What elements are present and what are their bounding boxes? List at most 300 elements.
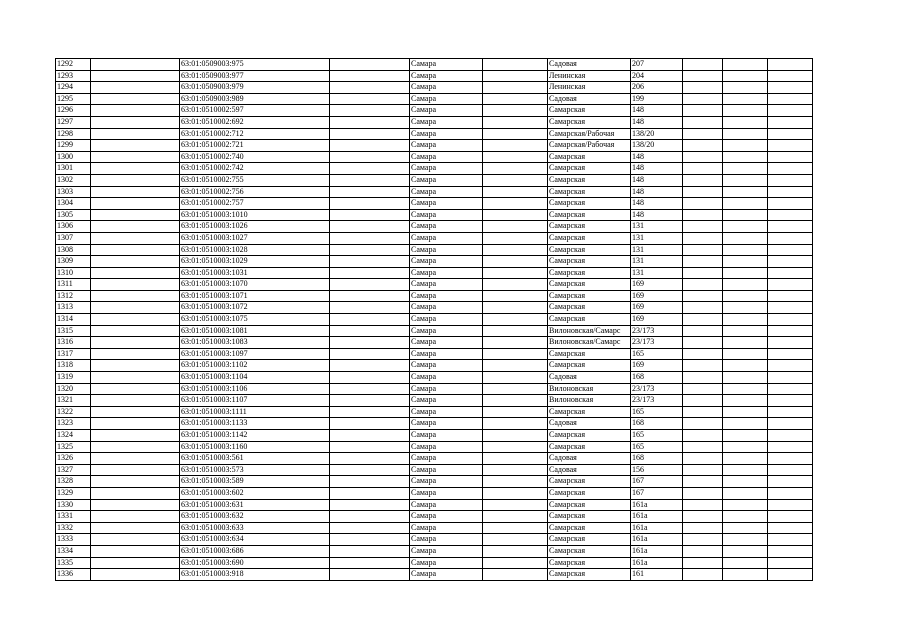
empty-cell bbox=[91, 128, 180, 140]
row-number-cell: 1310 bbox=[56, 267, 91, 279]
empty-cell bbox=[91, 105, 180, 117]
empty-cell bbox=[330, 140, 410, 152]
row-number-cell: 1318 bbox=[56, 360, 91, 372]
cadastral-number-cell: 63:01:0510003:573 bbox=[180, 464, 330, 476]
empty-cell bbox=[768, 464, 813, 476]
city-cell: Самара bbox=[410, 430, 483, 442]
city-cell: Самара bbox=[410, 487, 483, 499]
empty-cell bbox=[768, 395, 813, 407]
house-number-cell: 148 bbox=[631, 174, 683, 186]
table-row bbox=[56, 453, 813, 465]
row-number-cell: 1296 bbox=[56, 105, 91, 117]
empty-cell bbox=[483, 279, 548, 291]
empty-cell bbox=[330, 464, 410, 476]
house-number-cell: 23/173 bbox=[631, 325, 683, 337]
city-cell: Самара bbox=[410, 116, 483, 128]
empty-cell bbox=[91, 116, 180, 128]
empty-cell bbox=[91, 93, 180, 105]
empty-cell bbox=[330, 198, 410, 210]
cadastral-number-cell: 63:01:0510003:1133 bbox=[180, 418, 330, 430]
row-number-cell: 1309 bbox=[56, 256, 91, 268]
city-cell: Самара bbox=[410, 244, 483, 256]
empty-cell bbox=[330, 569, 410, 581]
empty-cell bbox=[723, 186, 768, 198]
empty-cell bbox=[683, 453, 723, 465]
cadastral-number-cell: 63:01:0510003:1160 bbox=[180, 441, 330, 453]
cadastral-number-cell: 63:01:0510002:742 bbox=[180, 163, 330, 175]
empty-cell bbox=[483, 545, 548, 557]
cadastral-number-cell: 63:01:0510003:1104 bbox=[180, 372, 330, 384]
empty-cell bbox=[91, 244, 180, 256]
empty-cell bbox=[91, 209, 180, 221]
house-number-cell: 167 bbox=[631, 487, 683, 499]
street-cell: Самарская bbox=[548, 105, 631, 117]
street-cell: Самарская bbox=[548, 360, 631, 372]
empty-cell bbox=[723, 534, 768, 546]
row-number-cell: 1301 bbox=[56, 163, 91, 175]
house-number-cell: 165 bbox=[631, 406, 683, 418]
empty-cell bbox=[91, 464, 180, 476]
empty-cell bbox=[723, 163, 768, 175]
empty-cell bbox=[483, 430, 548, 442]
row-number-cell: 1321 bbox=[56, 395, 91, 407]
table-row bbox=[56, 395, 813, 407]
row-number-cell: 1299 bbox=[56, 140, 91, 152]
empty-cell bbox=[723, 453, 768, 465]
empty-cell bbox=[91, 569, 180, 581]
empty-cell bbox=[91, 557, 180, 569]
empty-cell bbox=[723, 174, 768, 186]
empty-cell bbox=[483, 534, 548, 546]
cadastral-number-cell: 63:01:0510003:633 bbox=[180, 522, 330, 534]
table-row bbox=[56, 244, 813, 256]
city-cell: Самара bbox=[410, 406, 483, 418]
city-cell: Самара bbox=[410, 232, 483, 244]
empty-cell bbox=[723, 59, 768, 71]
cadastral-number-cell: 63:01:0510003:918 bbox=[180, 569, 330, 581]
street-cell: Самарская bbox=[548, 186, 631, 198]
table-row bbox=[56, 372, 813, 384]
empty-cell bbox=[483, 128, 548, 140]
row-number-cell: 1302 bbox=[56, 174, 91, 186]
street-cell: Самарская bbox=[548, 476, 631, 488]
table-row bbox=[56, 325, 813, 337]
empty-cell bbox=[768, 476, 813, 488]
empty-cell bbox=[483, 441, 548, 453]
house-number-cell: 131 bbox=[631, 267, 683, 279]
city-cell: Самара bbox=[410, 418, 483, 430]
empty-cell bbox=[723, 209, 768, 221]
empty-cell bbox=[768, 348, 813, 360]
row-number-cell: 1336 bbox=[56, 569, 91, 581]
empty-cell bbox=[683, 557, 723, 569]
empty-cell bbox=[723, 82, 768, 94]
house-number-cell: 148 bbox=[631, 198, 683, 210]
city-cell: Самара bbox=[410, 151, 483, 163]
empty-cell bbox=[91, 487, 180, 499]
street-cell: Самарская bbox=[548, 499, 631, 511]
empty-cell bbox=[683, 348, 723, 360]
empty-cell bbox=[683, 441, 723, 453]
city-cell: Самара bbox=[410, 476, 483, 488]
row-number-cell: 1313 bbox=[56, 302, 91, 314]
table-row bbox=[56, 545, 813, 557]
empty-cell bbox=[483, 221, 548, 233]
table-row bbox=[56, 314, 813, 326]
empty-cell bbox=[330, 82, 410, 94]
empty-cell bbox=[683, 290, 723, 302]
empty-cell bbox=[723, 232, 768, 244]
house-number-cell: 169 bbox=[631, 279, 683, 291]
city-cell: Самара bbox=[410, 499, 483, 511]
street-cell: Самарская bbox=[548, 151, 631, 163]
house-number-cell: 165 bbox=[631, 430, 683, 442]
document-sheet bbox=[55, 58, 813, 581]
cadastral-number-cell: 63:01:0510003:1028 bbox=[180, 244, 330, 256]
empty-cell bbox=[483, 314, 548, 326]
table-row bbox=[56, 290, 813, 302]
table-row bbox=[56, 487, 813, 499]
empty-cell bbox=[723, 140, 768, 152]
empty-cell bbox=[91, 545, 180, 557]
city-cell: Самара bbox=[410, 453, 483, 465]
empty-cell bbox=[723, 70, 768, 82]
empty-cell bbox=[768, 383, 813, 395]
empty-cell bbox=[683, 174, 723, 186]
house-number-cell: 161а bbox=[631, 499, 683, 511]
city-cell: Самара bbox=[410, 441, 483, 453]
empty-cell bbox=[91, 430, 180, 442]
empty-cell bbox=[723, 360, 768, 372]
city-cell: Самара bbox=[410, 70, 483, 82]
empty-cell bbox=[330, 209, 410, 221]
empty-cell bbox=[91, 372, 180, 384]
empty-cell bbox=[723, 256, 768, 268]
empty-cell bbox=[91, 70, 180, 82]
empty-cell bbox=[330, 534, 410, 546]
empty-cell bbox=[683, 279, 723, 291]
street-cell: Самарская bbox=[548, 232, 631, 244]
empty-cell bbox=[768, 372, 813, 384]
city-cell: Самара bbox=[410, 314, 483, 326]
street-cell: Самарская bbox=[548, 487, 631, 499]
city-cell: Самара bbox=[410, 279, 483, 291]
cadastral-number-cell: 63:01:0510003:634 bbox=[180, 534, 330, 546]
empty-cell bbox=[330, 337, 410, 349]
empty-cell bbox=[91, 256, 180, 268]
street-cell: Самарская bbox=[548, 348, 631, 360]
house-number-cell: 131 bbox=[631, 244, 683, 256]
empty-cell bbox=[483, 499, 548, 511]
table-row bbox=[56, 383, 813, 395]
city-cell: Самара bbox=[410, 163, 483, 175]
empty-cell bbox=[91, 59, 180, 71]
table-row bbox=[56, 406, 813, 418]
table-row bbox=[56, 140, 813, 152]
empty-cell bbox=[683, 59, 723, 71]
table-row bbox=[56, 256, 813, 268]
empty-cell bbox=[768, 545, 813, 557]
cadastral-number-cell: 63:01:0510002:755 bbox=[180, 174, 330, 186]
cadastral-number-cell: 63:01:0510003:632 bbox=[180, 511, 330, 523]
street-cell: Самарская bbox=[548, 522, 631, 534]
empty-cell bbox=[330, 221, 410, 233]
street-cell: Самарская bbox=[548, 569, 631, 581]
empty-cell bbox=[768, 186, 813, 198]
street-cell: Самарская bbox=[548, 209, 631, 221]
empty-cell bbox=[723, 464, 768, 476]
empty-cell bbox=[483, 360, 548, 372]
city-cell: Самара bbox=[410, 105, 483, 117]
empty-cell bbox=[91, 522, 180, 534]
empty-cell bbox=[91, 534, 180, 546]
empty-cell bbox=[91, 232, 180, 244]
empty-cell bbox=[683, 232, 723, 244]
empty-cell bbox=[723, 302, 768, 314]
empty-cell bbox=[91, 406, 180, 418]
empty-cell bbox=[330, 151, 410, 163]
empty-cell bbox=[91, 395, 180, 407]
street-cell: Садовая bbox=[548, 372, 631, 384]
city-cell: Самара bbox=[410, 256, 483, 268]
empty-cell bbox=[683, 395, 723, 407]
empty-cell bbox=[768, 128, 813, 140]
empty-cell bbox=[330, 557, 410, 569]
street-cell: Самарская bbox=[548, 163, 631, 175]
empty-cell bbox=[683, 464, 723, 476]
house-number-cell: 148 bbox=[631, 186, 683, 198]
street-cell: Самарская/Рабочая bbox=[548, 128, 631, 140]
table-row bbox=[56, 511, 813, 523]
city-cell: Самара bbox=[410, 534, 483, 546]
empty-cell bbox=[483, 569, 548, 581]
empty-cell bbox=[330, 348, 410, 360]
empty-cell bbox=[683, 325, 723, 337]
table-row bbox=[56, 569, 813, 581]
cadastral-number-cell: 63:01:0510003:1010 bbox=[180, 209, 330, 221]
empty-cell bbox=[91, 151, 180, 163]
empty-cell bbox=[483, 557, 548, 569]
empty-cell bbox=[768, 487, 813, 499]
empty-cell bbox=[330, 418, 410, 430]
house-number-cell: 131 bbox=[631, 256, 683, 268]
empty-cell bbox=[483, 256, 548, 268]
table-row bbox=[56, 82, 813, 94]
empty-cell bbox=[483, 82, 548, 94]
house-number-cell: 204 bbox=[631, 70, 683, 82]
empty-cell bbox=[683, 116, 723, 128]
house-number-cell: 169 bbox=[631, 290, 683, 302]
table-row bbox=[56, 151, 813, 163]
table-row bbox=[56, 105, 813, 117]
empty-cell bbox=[723, 314, 768, 326]
empty-cell bbox=[723, 511, 768, 523]
house-number-cell: 161а bbox=[631, 557, 683, 569]
empty-cell bbox=[683, 302, 723, 314]
table-row bbox=[56, 464, 813, 476]
empty-cell bbox=[683, 430, 723, 442]
empty-cell bbox=[330, 372, 410, 384]
table-row bbox=[56, 128, 813, 140]
table-row bbox=[56, 557, 813, 569]
empty-cell bbox=[330, 360, 410, 372]
empty-cell bbox=[723, 557, 768, 569]
city-cell: Самара bbox=[410, 383, 483, 395]
empty-cell bbox=[91, 174, 180, 186]
empty-cell bbox=[768, 290, 813, 302]
empty-cell bbox=[768, 279, 813, 291]
empty-cell bbox=[91, 337, 180, 349]
row-number-cell: 1312 bbox=[56, 290, 91, 302]
table-row bbox=[56, 221, 813, 233]
empty-cell bbox=[768, 151, 813, 163]
empty-cell bbox=[330, 441, 410, 453]
empty-cell bbox=[483, 290, 548, 302]
cadastral-number-cell: 63:01:0510003:1070 bbox=[180, 279, 330, 291]
table-row bbox=[56, 198, 813, 210]
table-row bbox=[56, 186, 813, 198]
empty-cell bbox=[91, 314, 180, 326]
empty-cell bbox=[723, 151, 768, 163]
empty-cell bbox=[768, 360, 813, 372]
row-number-cell: 1298 bbox=[56, 128, 91, 140]
empty-cell bbox=[683, 105, 723, 117]
empty-cell bbox=[768, 441, 813, 453]
cadastral-number-cell: 63:01:0510002:756 bbox=[180, 186, 330, 198]
house-number-cell: 148 bbox=[631, 163, 683, 175]
empty-cell bbox=[723, 279, 768, 291]
city-cell: Самара bbox=[410, 221, 483, 233]
city-cell: Самара bbox=[410, 557, 483, 569]
city-cell: Самара bbox=[410, 140, 483, 152]
street-cell: Самарская bbox=[548, 198, 631, 210]
row-number-cell: 1317 bbox=[56, 348, 91, 360]
empty-cell bbox=[483, 59, 548, 71]
cadastral-number-cell: 63:01:0509003:977 bbox=[180, 70, 330, 82]
street-cell: Самарская bbox=[548, 545, 631, 557]
empty-cell bbox=[723, 395, 768, 407]
empty-cell bbox=[483, 140, 548, 152]
cadastral-number-cell: 63:01:0510003:631 bbox=[180, 499, 330, 511]
empty-cell bbox=[483, 232, 548, 244]
street-cell: Самарская bbox=[548, 302, 631, 314]
city-cell: Самара bbox=[410, 348, 483, 360]
row-number-cell: 1324 bbox=[56, 430, 91, 442]
empty-cell bbox=[330, 128, 410, 140]
house-number-cell: 161а bbox=[631, 534, 683, 546]
empty-cell bbox=[330, 232, 410, 244]
row-number-cell: 1305 bbox=[56, 209, 91, 221]
empty-cell bbox=[723, 105, 768, 117]
house-number-cell: 131 bbox=[631, 232, 683, 244]
street-cell: Самарская bbox=[548, 256, 631, 268]
empty-cell bbox=[683, 267, 723, 279]
house-number-cell: 167 bbox=[631, 476, 683, 488]
house-number-cell: 138/20 bbox=[631, 140, 683, 152]
empty-cell bbox=[683, 360, 723, 372]
house-number-cell: 161а bbox=[631, 522, 683, 534]
empty-cell bbox=[91, 453, 180, 465]
cadastral-number-cell: 63:01:0510003:1142 bbox=[180, 430, 330, 442]
empty-cell bbox=[768, 116, 813, 128]
empty-cell bbox=[768, 198, 813, 210]
street-cell: Садовая bbox=[548, 453, 631, 465]
house-number-cell: 148 bbox=[631, 151, 683, 163]
empty-cell bbox=[330, 186, 410, 198]
empty-cell bbox=[768, 430, 813, 442]
cadastral-number-cell: 63:01:0510002:692 bbox=[180, 116, 330, 128]
empty-cell bbox=[768, 534, 813, 546]
empty-cell bbox=[91, 186, 180, 198]
row-number-cell: 1331 bbox=[56, 511, 91, 523]
empty-cell bbox=[768, 221, 813, 233]
empty-cell bbox=[330, 163, 410, 175]
house-number-cell: 168 bbox=[631, 418, 683, 430]
empty-cell bbox=[723, 372, 768, 384]
table-row bbox=[56, 279, 813, 291]
house-number-cell: 131 bbox=[631, 221, 683, 233]
empty-cell bbox=[723, 116, 768, 128]
cadastral-number-cell: 63:01:0510003:1081 bbox=[180, 325, 330, 337]
empty-cell bbox=[768, 499, 813, 511]
empty-cell bbox=[768, 406, 813, 418]
city-cell: Самара bbox=[410, 128, 483, 140]
empty-cell bbox=[483, 464, 548, 476]
empty-cell bbox=[483, 348, 548, 360]
empty-cell bbox=[91, 279, 180, 291]
empty-cell bbox=[723, 337, 768, 349]
street-cell: Самарская bbox=[548, 441, 631, 453]
city-cell: Самара bbox=[410, 325, 483, 337]
empty-cell bbox=[483, 325, 548, 337]
empty-cell bbox=[91, 198, 180, 210]
table-row bbox=[56, 337, 813, 349]
empty-cell bbox=[330, 105, 410, 117]
row-number-cell: 1323 bbox=[56, 418, 91, 430]
cadastral-number-cell: 63:01:0510003:561 bbox=[180, 453, 330, 465]
empty-cell bbox=[330, 290, 410, 302]
empty-cell bbox=[723, 441, 768, 453]
cadastral-number-cell: 63:01:0510002:597 bbox=[180, 105, 330, 117]
empty-cell bbox=[723, 499, 768, 511]
city-cell: Самара bbox=[410, 198, 483, 210]
empty-cell bbox=[768, 244, 813, 256]
empty-cell bbox=[683, 82, 723, 94]
cadastral-number-cell: 63:01:0510003:1106 bbox=[180, 383, 330, 395]
cadastral-number-cell: 63:01:0510003:1026 bbox=[180, 221, 330, 233]
city-cell: Самара bbox=[410, 267, 483, 279]
street-cell: Садовая bbox=[548, 93, 631, 105]
city-cell: Самара bbox=[410, 360, 483, 372]
empty-cell bbox=[330, 453, 410, 465]
empty-cell bbox=[768, 105, 813, 117]
cadastral-number-cell: 63:01:0510003:690 bbox=[180, 557, 330, 569]
empty-cell bbox=[330, 522, 410, 534]
empty-cell bbox=[723, 348, 768, 360]
empty-cell bbox=[483, 186, 548, 198]
row-number-cell: 1334 bbox=[56, 545, 91, 557]
empty-cell bbox=[330, 430, 410, 442]
empty-cell bbox=[483, 105, 548, 117]
empty-cell bbox=[330, 383, 410, 395]
house-number-cell: 207 bbox=[631, 59, 683, 71]
row-number-cell: 1329 bbox=[56, 487, 91, 499]
empty-cell bbox=[723, 267, 768, 279]
row-number-cell: 1297 bbox=[56, 116, 91, 128]
table-row bbox=[56, 209, 813, 221]
street-cell: Ленинская bbox=[548, 70, 631, 82]
cadastral-number-cell: 63:01:0510003:1102 bbox=[180, 360, 330, 372]
